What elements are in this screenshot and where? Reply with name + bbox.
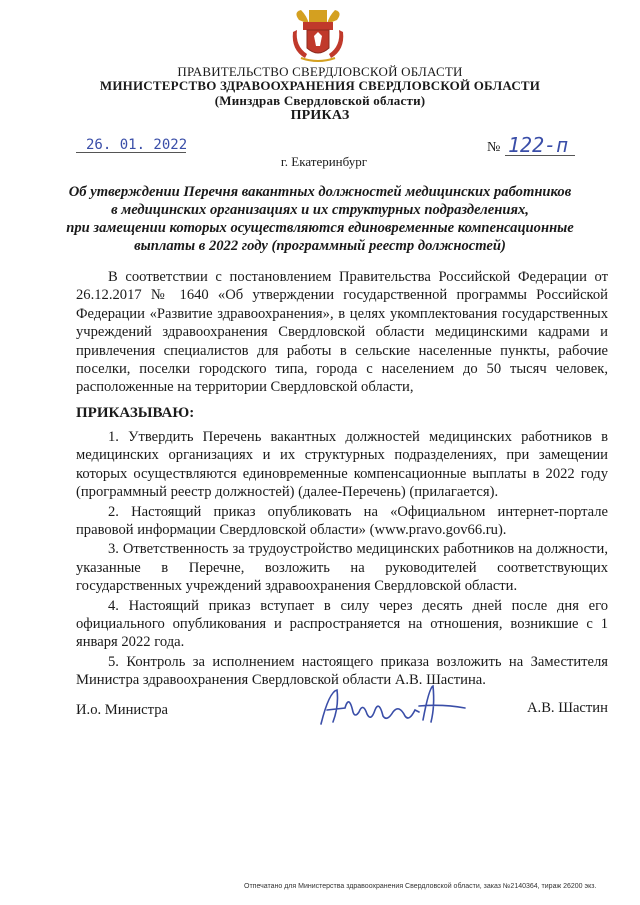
preamble	[76, 268, 608, 397]
city: г. Екатеринбург	[280, 154, 368, 169]
title-line: Об утверждении Перечня вакантных должностей медицинских работников	[68, 184, 572, 200]
preamble-text: В соответствии с постановлением Правительства Российской Федерации от 26.12.2017 № 1640 «Об утверждении государственной программы Российской Федерации «Развитие здравоохранения», в целях укомплектования государственных учреждений здравоохранения Свердловской области медицинскими кадрами и привлечения специалистов для работы в сельские населенные пункты, рабочие поселки, поселки городского типа, города с населением до 50 тысяч человек, расположенные на территории Свердловской области,	[76, 269, 608, 396]
decree-items	[76, 428, 608, 690]
decree-item: 1. Утвердить Перечень вакантных должностей медицинских работников в медицинских организациях и их структурных подразделениях, при замещении которых осуществляются единовременные компенсационные выплаты в 2022 году (программный реестр должностей) (далее-Перечень) (прилагается).	[76, 429, 608, 501]
decree-item: 4. Настоящий приказ вступает в силу через десять дней после дня его официального опубликования и распространяется на отношения, возникшие с 1 января 2022 года.	[76, 597, 608, 651]
title-line: в медицинских организациях и их структурных подразделениях,	[111, 202, 529, 218]
document-type: ПРИКАЗ	[290, 108, 350, 123]
document-date: 26. 01. 2022	[86, 137, 188, 153]
ministry-short-name: (Минздрав Свердловской области)	[214, 93, 426, 108]
government-name: ПРАВИТЕЛЬСТВО СВЕРДЛОВСКОЙ ОБЛАСТИ	[177, 64, 463, 79]
document-title	[60, 183, 580, 255]
number-label: №	[487, 140, 501, 155]
decree-item: 5. Контроль за исполнением настоящего приказа возложить на Заместителя Министра здравоохранения Свердловской области А.В. Шастина.	[76, 653, 608, 689]
decree-item: 2. Настоящий приказ опубликовать на «Официальном интернет-портале правовой информации Свердловской области» (www.pravo.gov66.ru).	[76, 503, 608, 539]
ministry-name: МИНИСТЕРСТВО ЗДРАВООХРАНЕНИЯ СВЕРДЛОВСКОЙ ОБЛАСТИ	[99, 78, 541, 93]
title-line: при замещении которых осуществляются единовременные компенсационные	[66, 220, 574, 236]
print-footer: Отпечатано для Министерства здравоохранения Свердловской области, заказ №2140364, тираж 26200 экз.	[244, 883, 597, 890]
signatory-position: И.о. Министра	[76, 702, 168, 718]
decree-item: 3. Ответственность за трудоустройство медицинских работников на должности, указанные в Перечне, возложить на руководителей соответствующих государственных учреждений здравоохранения Свердловской области.	[76, 541, 608, 595]
signatory-name: А.В. Шастин	[527, 700, 608, 716]
date-underline	[76, 152, 186, 153]
handwritten-signature	[315, 682, 475, 732]
document-number: 122-п	[508, 133, 569, 157]
decree-word: ПРИКАЗЫВАЮ:	[76, 405, 195, 421]
title-line: выплаты в 2022 году (программный реестр должностей)	[134, 238, 506, 254]
coat-of-arms-emblem	[289, 6, 347, 64]
